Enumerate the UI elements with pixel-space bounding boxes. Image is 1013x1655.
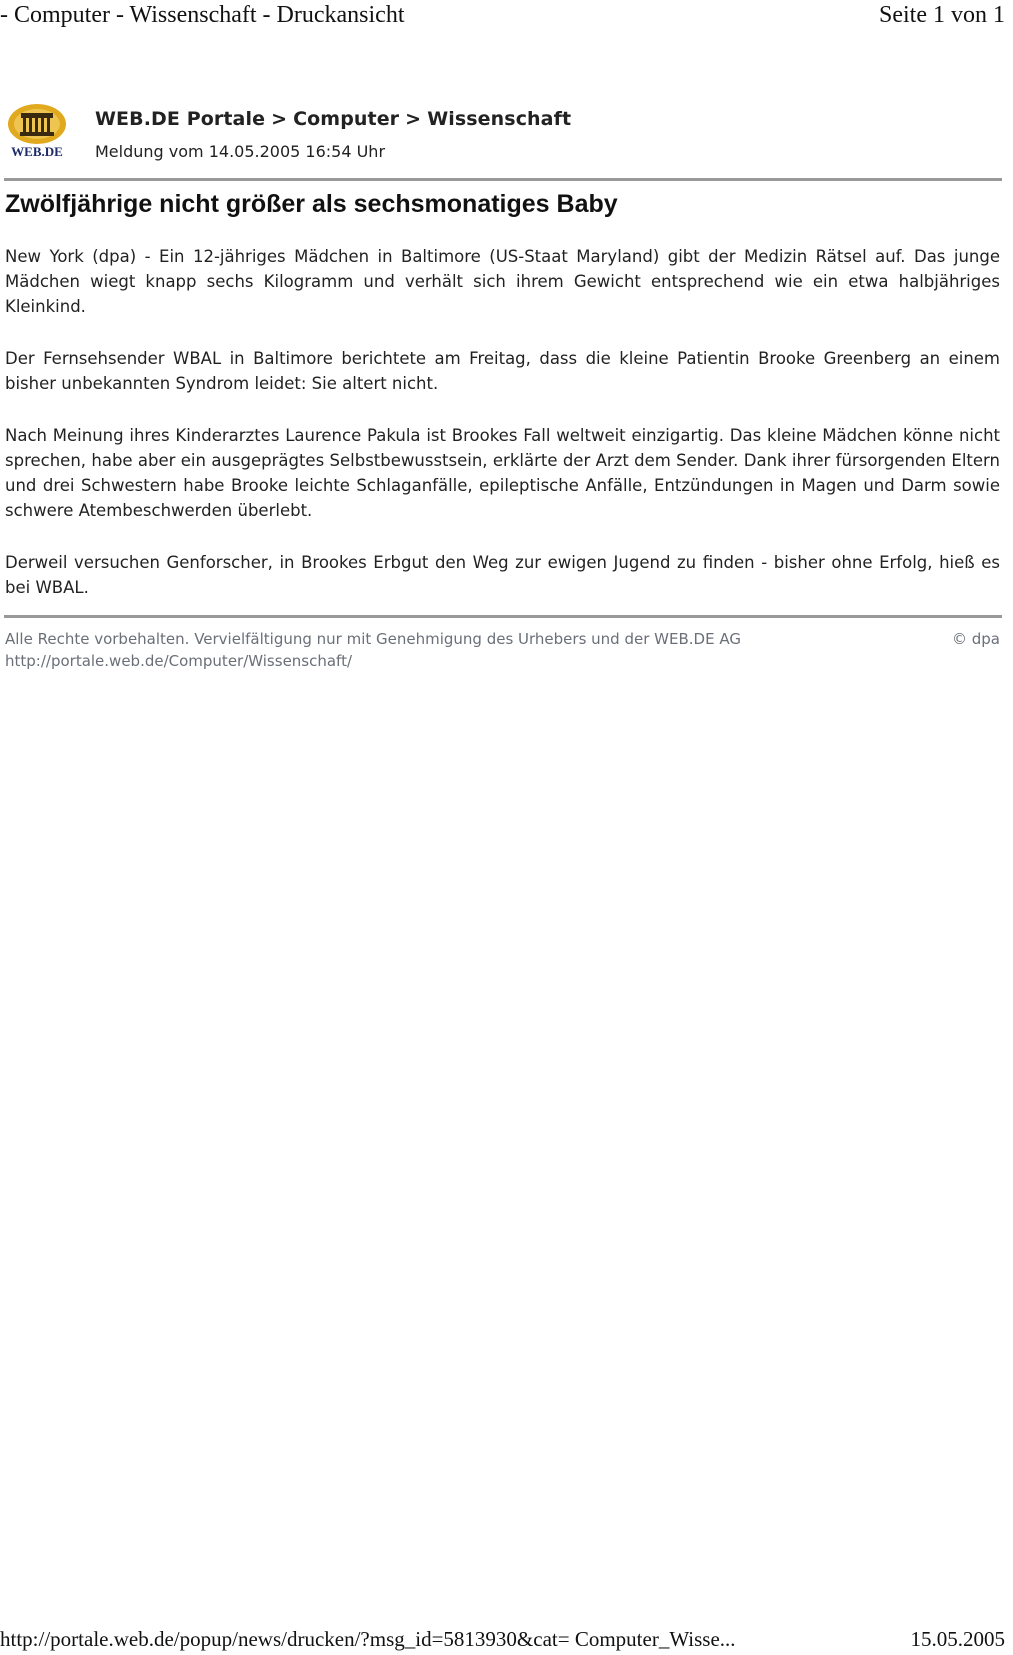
article-paragraph: Nach Meinung ihres Kinderarztes Laurence Pakula ist Brookes Fall weltweit einzigartig. Das kleine Mädchen könne nicht sprechen, habe aber ein ausgeprägtes Selbstbewusstsein, erklärte der Arzt dem Sender. Dank ihrer fürsorgenden Eltern und drei Schwestern habe Brooke leichte Schlaganfälle, epileptische Anfälle, Entzündungen in Magen und Darm sowie schwere Atembeschwerden überlebt. bbox=[5, 426, 1000, 520]
breadcrumb bbox=[95, 108, 571, 130]
article-headline: Zwölfjährige nicht größer als sechsmonatiges Baby bbox=[5, 190, 618, 218]
section-url-link[interactable]: http://portale.web.de/Computer/Wissenschaft/ bbox=[5, 652, 353, 670]
article-paragraph: New York (dpa) - Ein 12-jähriges Mädchen in Baltimore (US-Staat Maryland) gibt der Medizin Rätsel auf. Das junge Mädchen wiegt knapp sechs Kilogramm und verhält sich ihrem Gewicht entsprechend wie ein etwa halbjähriges Kleinkind. bbox=[5, 247, 1000, 316]
breadcrumb-separator: > bbox=[405, 108, 422, 130]
breadcrumb-computer[interactable]: Computer bbox=[293, 108, 400, 130]
breadcrumb-portal[interactable]: WEB.DE Portale bbox=[95, 108, 266, 130]
print-url: http://portale.web.de/popup/news/drucken/?msg_id=5813930&cat= Computer_Wisse... bbox=[0, 1627, 736, 1651]
message-date: Meldung vom 14.05.2005 16:54 Uhr bbox=[95, 142, 386, 161]
print-title: - Computer - Wissenschaft - Druckansicht bbox=[0, 2, 405, 28]
footer-divider bbox=[4, 615, 1002, 618]
header-divider bbox=[4, 178, 1002, 181]
logo-wordmark: WEB.DE bbox=[11, 144, 63, 159]
print-footer bbox=[0, 1625, 1013, 1655]
copyright-source: © dpa bbox=[951, 630, 1000, 648]
rights-notice: Alle Rechte vorbehalten. Vervielfältigung nur mit Genehmigung des Urhebers und der WEB.DE AG bbox=[5, 630, 741, 648]
breadcrumb-separator: > bbox=[271, 108, 288, 130]
breadcrumb-wissenschaft[interactable]: Wissenschaft bbox=[427, 108, 572, 130]
article-paragraph: Derweil versuchen Genforscher, in Brookes Erbgut den Weg zur ewigen Jugend zu finden - bisher ohne Erfolg, hieß es bei WBAL. bbox=[5, 553, 1000, 597]
print-page-number: Seite 1 von 1 bbox=[879, 2, 1005, 28]
article-footer bbox=[5, 628, 1000, 672]
article-paragraph: Der Fernsehsender WBAL in Baltimore berichtete am Freitag, dass die kleine Patientin Brooke Greenberg an einem bisher unbekannten Syndrom leidet: Sie altert nicht. bbox=[5, 349, 1000, 393]
print-header bbox=[0, 0, 1013, 34]
webde-logo[interactable] bbox=[6, 102, 68, 160]
print-date: 15.05.2005 bbox=[910, 1627, 1005, 1651]
article-body bbox=[5, 244, 1000, 627]
webde-logo-icon bbox=[6, 102, 68, 160]
